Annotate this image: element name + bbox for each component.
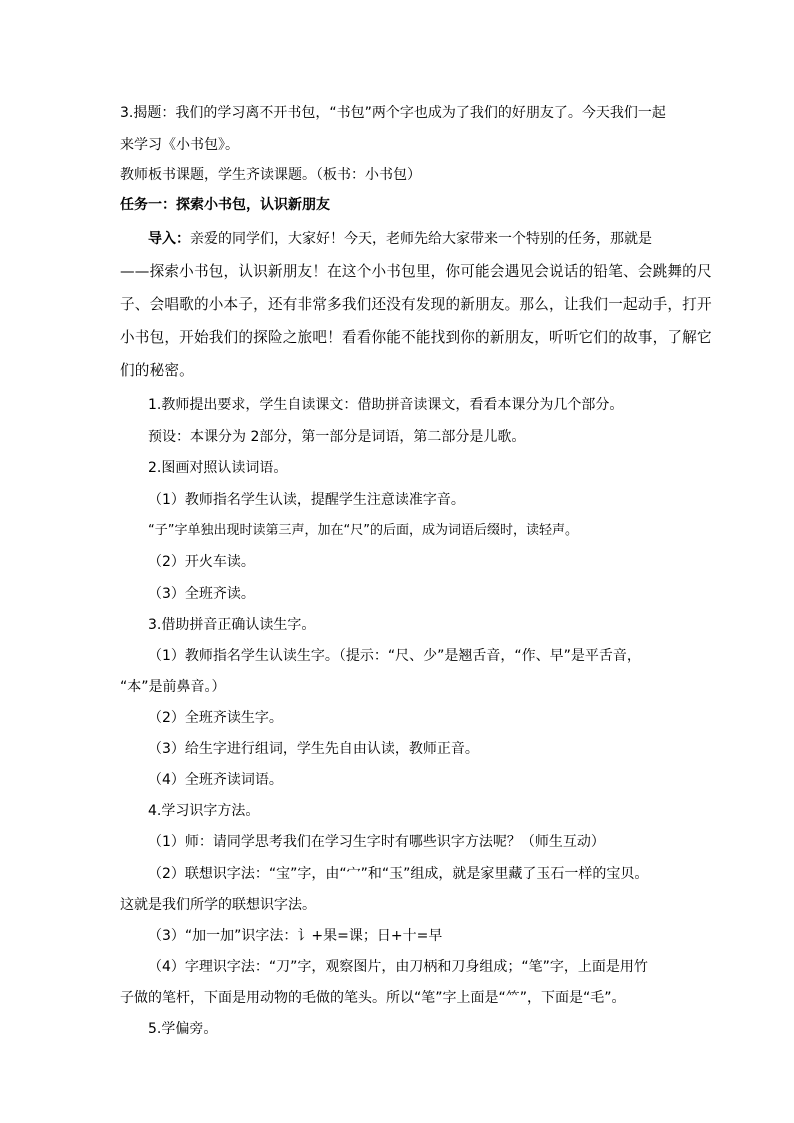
sub-step-item: （3）给生字进行组词，学生先自由认读，教师正音。 [148, 741, 479, 757]
intro-text: 亲爱的同学们，大家好！今天，老师先给大家带来一个特别的任务，那就是 [190, 231, 652, 247]
step-item: 5.学偏旁。 [148, 1021, 218, 1037]
sub-step-item: （4）全班齐读词语。 [148, 772, 283, 788]
step-item: 1.教师提出要求，学生自读课文：借助拼音读课文，看看本课分为几个部分。 [148, 397, 624, 413]
paragraph-line: 3.揭题：我们的学习离不开书包，“书包”两个字也成为了我们的好朋友了。今天我们一起 [120, 105, 666, 121]
sub-step-item: （1）师：请同学思考我们在学习生字时有哪些识字方法呢？（师生互动） [148, 834, 605, 850]
sub-step-item: （1）教师指名学生认读生字。（提示：“尺、少”是翘舌音，“作、早”是平舌音， [148, 648, 641, 664]
paragraph-line: 教师板书课题，学生齐读课题。（板书：小书包） [120, 167, 421, 183]
paragraph-line: 子、会唱歌的小本子，还有非常多我们还没有发现的新朋友。那么，让我们一起动手，打开 [120, 296, 712, 313]
paragraph-line: ——探索小书包，认识新朋友！在这个小书包里，你可能会遇见会说话的铅笔、会跳舞的尺 [120, 263, 712, 280]
section-heading: 任务一：探索小书包，认识新朋友 [120, 197, 330, 213]
sub-step-item: （2）开火车读。 [148, 554, 255, 570]
sub-step-item: （1）教师指名学生认读，提醒学生注意读准字音。 [148, 492, 465, 508]
intro-label: 导入： [148, 231, 190, 247]
preset-line: 预设：本课分为 2部分，第一部分是词语，第二部分是儿歌。 [148, 429, 526, 445]
intro-first-line [148, 229, 652, 249]
step-item: 4.学习识字方法。 [148, 803, 260, 819]
paragraph-line: “本”是前鼻音。） [120, 679, 226, 695]
paragraph-line: 子做的笔杆，下面是用动物的毛做的笔头。所以“笔”字上面是“⺮”，下面是“毛”。 [120, 990, 626, 1006]
step-item: 3.借助拼音正确认读生字。 [148, 617, 316, 633]
sub-step-item: （2）全班齐读生字。 [148, 710, 283, 726]
paragraph-line: 来学习《小书包》。 [120, 137, 239, 153]
sub-step-item: （3）全班齐读。 [148, 586, 255, 602]
note-line: “子”字单独出现时读第三声，加在“尺”的后面，成为词语后缀时，读轻声。 [148, 523, 578, 538]
paragraph-line: 这就是我们所学的联想识字法。 [120, 897, 316, 913]
paragraph-line: 小书包，开始我们的探险之旅吧！看看你能不能找到你的新朋友，听听它们的故事，了解它 [120, 329, 712, 346]
sub-step-item: （4）字理识字法：“刀”字，观察图片，由刀柄和刀身组成；“笔”字，上面是用竹 [148, 959, 648, 975]
step-item: 2.图画对照认读词语。 [148, 460, 288, 476]
sub-step-item: （3）“加一加”识字法：讠+果=课；日+十=早 [148, 928, 443, 944]
paragraph-line: 们的秘密。 [120, 362, 194, 379]
sub-step-item: （2）联想识字法：“宝”字，由“宀”和“玉”组成，就是家里藏了玉石一样的宝贝。 [148, 866, 649, 882]
